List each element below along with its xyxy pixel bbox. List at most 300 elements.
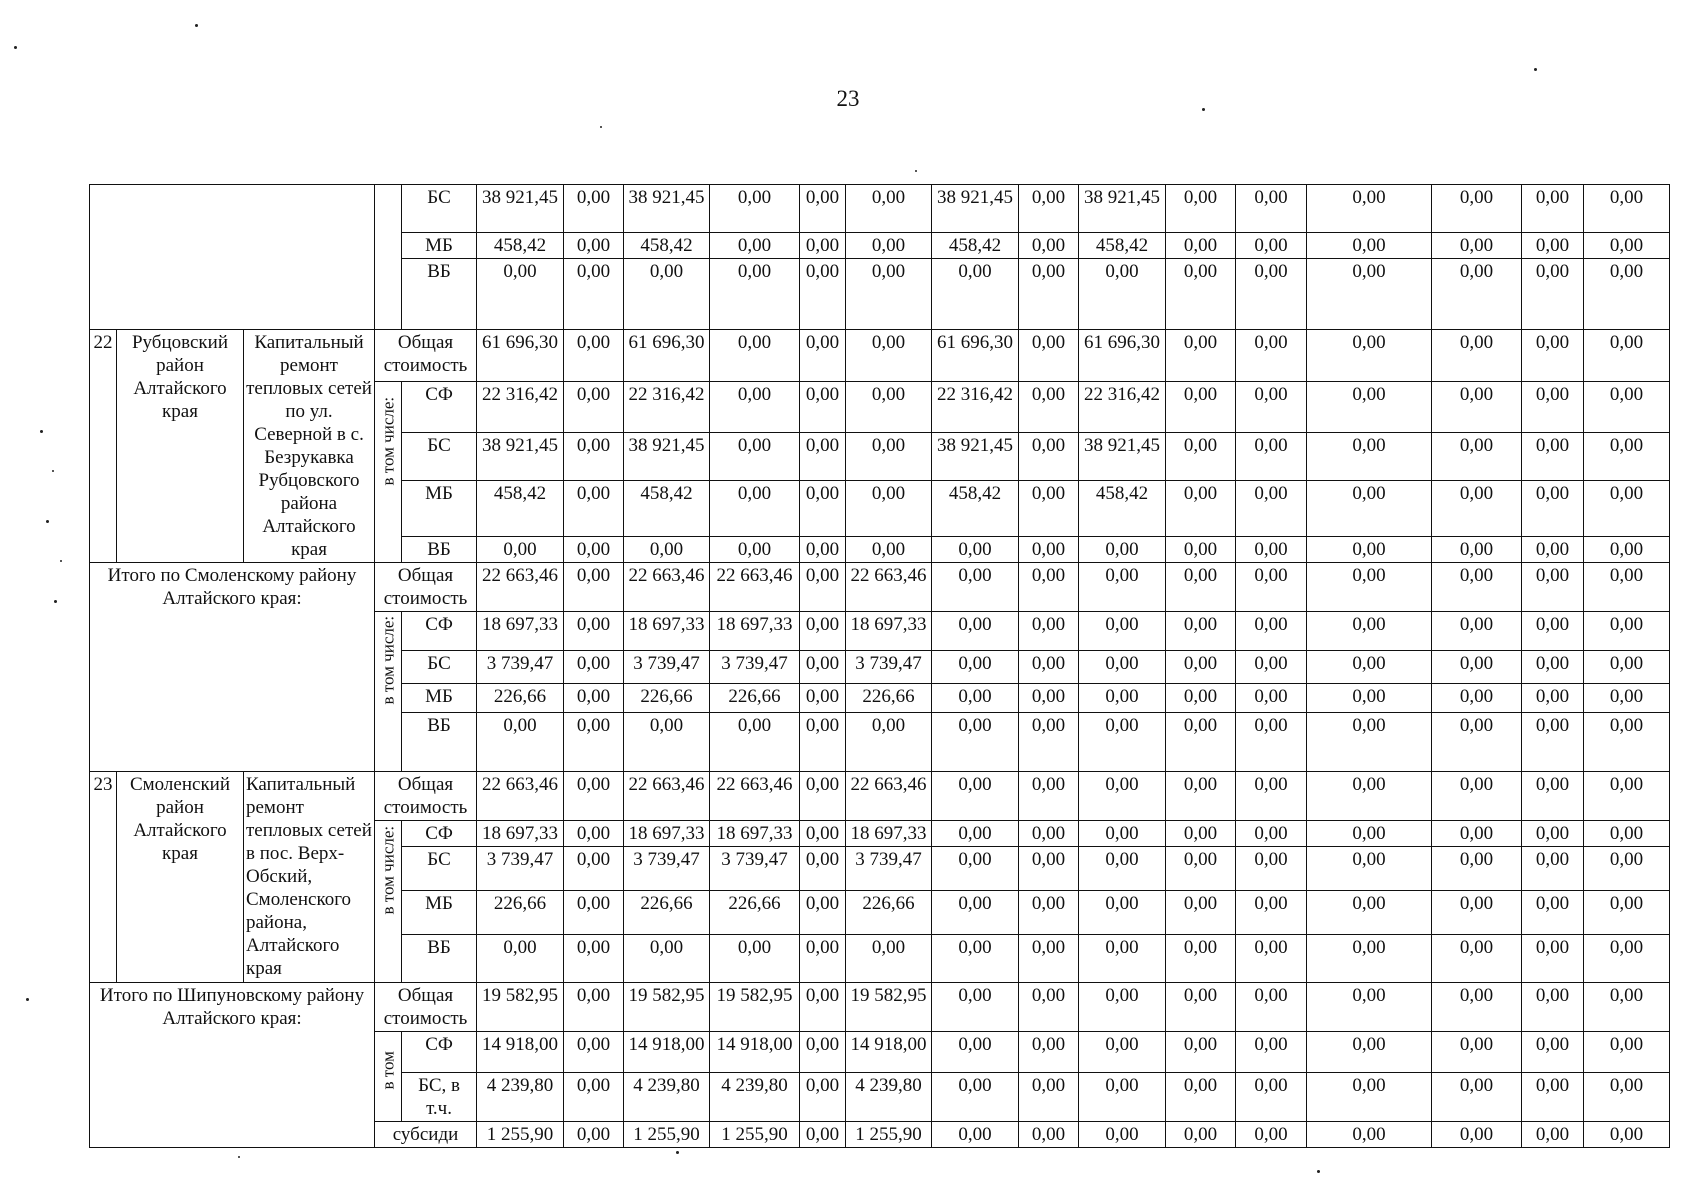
amount-cell: 458,42 [477,233,564,259]
amount-cell: 0,00 [800,433,846,481]
amount-cell: 226,66 [710,891,800,935]
amount-cell: 0,00 [564,983,624,1032]
amount-cell: 0,00 [1432,935,1522,983]
amount-cell: 4 239,80 [624,1073,710,1122]
amount-cell: 0,00 [1166,1122,1236,1148]
amount-cell: 0,00 [710,233,800,259]
amount-cell: 0,00 [1236,612,1307,651]
amount-cell: 0,00 [1236,891,1307,935]
amount-cell: 38 921,45 [477,433,564,481]
amount-cell: 0,00 [564,1032,624,1073]
amount-cell: 0,00 [1584,713,1670,772]
amount-cell: 0,00 [1307,330,1432,382]
amount-cell: 61 696,30 [624,330,710,382]
amount-cell: 458,42 [1079,233,1166,259]
amount-cell: 61 696,30 [1079,330,1166,382]
amount-cell: 0,00 [846,935,932,983]
amount-cell: 3 739,47 [710,847,800,891]
amount-cell: 0,00 [1236,233,1307,259]
source-label: БС [402,847,477,891]
amount-cell: 0,00 [1079,684,1166,713]
budget-table [89,184,1670,1148]
amount-cell: 0,00 [1166,684,1236,713]
amount-cell: 0,00 [1166,713,1236,772]
amount-cell: 0,00 [1236,821,1307,847]
amount-cell: 0,00 [932,1032,1019,1073]
amount-cell: 0,00 [932,935,1019,983]
source-label: БС [402,651,477,684]
amount-cell: 61 696,30 [932,330,1019,382]
amount-cell: 0,00 [1584,185,1670,233]
amount-cell: 0,00 [564,891,624,935]
source-label: ВБ [402,259,477,330]
amount-cell: 0,00 [800,382,846,433]
amount-cell: 0,00 [1019,847,1079,891]
amount-cell: 0,00 [1236,259,1307,330]
amount-cell: 0,00 [846,481,932,537]
table-row [90,983,1670,1032]
amount-cell: 0,00 [846,713,932,772]
amount-cell: 0,00 [1432,847,1522,891]
scan-speck [54,600,57,603]
amount-cell: 0,00 [932,684,1019,713]
amount-cell: 0,00 [800,684,846,713]
amount-cell: 0,00 [1019,935,1079,983]
amount-cell: 0,00 [932,821,1019,847]
table-row [90,330,1670,382]
amount-cell: 0,00 [564,185,624,233]
source-label: СФ [402,612,477,651]
amount-cell: 0,00 [1584,537,1670,563]
scan-speck [238,1156,240,1158]
scan-speck [600,126,602,128]
page-number: 23 [836,86,860,111]
amount-cell: 0,00 [624,537,710,563]
amount-cell: 0,00 [846,330,932,382]
amount-cell: 0,00 [1079,821,1166,847]
amount-cell: 22 316,42 [1079,382,1166,433]
amount-cell: 0,00 [1307,1032,1432,1073]
amount-cell: 0,00 [800,847,846,891]
amount-cell: 0,00 [1522,935,1584,983]
scan-speck [52,470,54,472]
amount-cell: 0,00 [800,1122,846,1148]
source-label: ВБ [402,537,477,563]
amount-cell: 0,00 [1019,481,1079,537]
amount-cell: 0,00 [1584,821,1670,847]
subgroup-label: в том [375,1032,402,1122]
amount-cell: 0,00 [1432,713,1522,772]
amount-cell: 3 739,47 [624,847,710,891]
scan-speck [14,46,17,49]
amount-cell: 19 582,95 [710,983,800,1032]
amount-cell: 0,00 [1432,772,1522,821]
amount-cell: 0,00 [564,233,624,259]
amount-cell: 0,00 [1019,1073,1079,1122]
amount-cell: 38 921,45 [932,185,1019,233]
amount-cell: 0,00 [564,651,624,684]
amount-cell: 0,00 [846,185,932,233]
scan-speck [915,170,917,172]
scan-speck [40,430,43,433]
amount-cell: 3 739,47 [710,651,800,684]
amount-cell: 38 921,45 [624,185,710,233]
amount-cell: 0,00 [1019,651,1079,684]
amount-cell: 18 697,33 [624,821,710,847]
amount-cell: 0,00 [1236,330,1307,382]
amount-cell: 0,00 [1236,563,1307,612]
amount-cell: 0,00 [1236,1122,1307,1148]
amount-cell: 14 918,00 [477,1032,564,1073]
amount-cell: 0,00 [800,330,846,382]
amount-cell: 0,00 [1236,772,1307,821]
amount-cell: 0,00 [564,713,624,772]
amount-cell: 0,00 [800,983,846,1032]
amount-cell: 18 697,33 [846,612,932,651]
amount-cell: 0,00 [1522,713,1584,772]
source-label: МБ [402,481,477,537]
amount-cell: 0,00 [800,185,846,233]
source-label: ВБ [402,935,477,983]
amount-cell: 0,00 [1307,935,1432,983]
amount-cell: 0,00 [1236,713,1307,772]
project-number: 22 [90,330,117,563]
amount-cell: 22 316,42 [624,382,710,433]
amount-cell: 0,00 [710,433,800,481]
amount-cell: 0,00 [800,935,846,983]
amount-cell: 0,00 [1432,891,1522,935]
amount-cell: 14 918,00 [846,1032,932,1073]
amount-cell: 0,00 [1584,563,1670,612]
amount-cell: 4 239,80 [710,1073,800,1122]
amount-cell: 0,00 [1079,713,1166,772]
amount-cell: 0,00 [800,481,846,537]
amount-cell: 0,00 [564,537,624,563]
amount-cell: 0,00 [624,259,710,330]
amount-cell: 18 697,33 [477,612,564,651]
amount-cell: 0,00 [846,433,932,481]
amount-cell: 0,00 [1307,537,1432,563]
amount-cell: 0,00 [1307,259,1432,330]
amount-cell: 0,00 [846,382,932,433]
amount-cell: 0,00 [800,821,846,847]
amount-cell: 0,00 [1019,433,1079,481]
amount-cell: 3 739,47 [477,847,564,891]
amount-cell: 4 239,80 [846,1073,932,1122]
amount-cell: 0,00 [564,382,624,433]
source-label: ВБ [402,713,477,772]
amount-cell: 0,00 [1307,612,1432,651]
amount-cell: 0,00 [1236,537,1307,563]
amount-cell: 0,00 [1236,185,1307,233]
project-number: 23 [90,772,117,983]
amount-cell: 0,00 [800,563,846,612]
amount-cell: 0,00 [1307,983,1432,1032]
amount-cell: 3 739,47 [624,651,710,684]
amount-cell: 0,00 [1307,233,1432,259]
amount-cell: 0,00 [1307,433,1432,481]
amount-cell: 3 739,47 [846,651,932,684]
amount-cell: 0,00 [1584,1073,1670,1122]
amount-cell: 0,00 [800,233,846,259]
amount-cell: 0,00 [1522,1073,1584,1122]
amount-cell: 0,00 [800,259,846,330]
scan-speck [26,998,29,1001]
amount-cell: 0,00 [477,713,564,772]
project-district: Смоленский район Алтайского края [117,772,244,983]
amount-cell: 0,00 [1019,563,1079,612]
amount-cell: 14 918,00 [710,1032,800,1073]
subgroup-label: в том числе: [375,382,402,563]
amount-cell: 22 663,46 [477,772,564,821]
amount-cell: 0,00 [1166,821,1236,847]
amount-cell: 0,00 [800,891,846,935]
amount-cell: 0,00 [1432,983,1522,1032]
amount-cell: 0,00 [1584,891,1670,935]
amount-cell: 0,00 [1307,684,1432,713]
amount-cell: 458,42 [932,233,1019,259]
amount-cell: 0,00 [1166,259,1236,330]
amount-cell: 0,00 [1522,1032,1584,1073]
scan-speck [60,560,62,562]
amount-cell: 0,00 [1432,185,1522,233]
amount-cell: 0,00 [710,330,800,382]
amount-cell: 0,00 [1584,433,1670,481]
amount-cell: 0,00 [1079,847,1166,891]
amount-cell: 18 697,33 [710,821,800,847]
source-label: МБ [402,891,477,935]
amount-cell: 1 255,90 [846,1122,932,1148]
amount-cell: 0,00 [710,537,800,563]
amount-cell: 0,00 [1584,651,1670,684]
amount-cell: 0,00 [1166,1032,1236,1073]
source-label: субсиди [375,1122,477,1148]
amount-cell: 0,00 [1522,563,1584,612]
amount-cell: 22 663,46 [477,563,564,612]
amount-cell: 0,00 [1432,821,1522,847]
amount-cell: 0,00 [1166,983,1236,1032]
amount-cell: 0,00 [932,847,1019,891]
amount-cell: 0,00 [477,935,564,983]
amount-cell: 0,00 [1307,847,1432,891]
amount-cell: 0,00 [1432,259,1522,330]
scan-speck [1317,1170,1320,1173]
amount-cell: 0,00 [1522,382,1584,433]
amount-cell: 18 697,33 [846,821,932,847]
scan-speck [1202,108,1205,111]
amount-cell: 0,00 [564,935,624,983]
amount-cell: 19 582,95 [624,983,710,1032]
amount-cell: 0,00 [800,612,846,651]
district-total-label: Итого по Смоленскому району Алтайского края: [90,563,375,772]
amount-cell: 0,00 [564,330,624,382]
amount-cell: 0,00 [932,563,1019,612]
amount-cell: 0,00 [1019,772,1079,821]
amount-cell: 0,00 [1019,983,1079,1032]
amount-cell: 0,00 [1166,185,1236,233]
amount-cell: 0,00 [1079,1073,1166,1122]
amount-cell: 0,00 [710,481,800,537]
amount-cell: 0,00 [932,537,1019,563]
amount-cell: 458,42 [624,233,710,259]
amount-cell: 0,00 [1307,713,1432,772]
amount-cell: 1 255,90 [710,1122,800,1148]
amount-cell: 226,66 [477,891,564,935]
table-row [90,563,1670,612]
amount-cell: 0,00 [932,612,1019,651]
amount-cell: 3 739,47 [846,847,932,891]
amount-cell: 0,00 [1432,651,1522,684]
amount-cell: 0,00 [1432,1122,1522,1148]
amount-cell: 0,00 [1166,772,1236,821]
amount-cell: 0,00 [1432,330,1522,382]
amount-cell: 0,00 [800,1073,846,1122]
amount-cell: 0,00 [1432,563,1522,612]
amount-cell: 0,00 [932,772,1019,821]
amount-cell: 14 918,00 [624,1032,710,1073]
amount-cell: 0,00 [846,259,932,330]
amount-cell: 0,00 [1236,481,1307,537]
amount-cell: 0,00 [1019,382,1079,433]
amount-cell: 0,00 [932,1122,1019,1148]
amount-cell: 0,00 [1522,537,1584,563]
source-label: Общая стоимость [375,330,477,382]
amount-cell: 0,00 [1166,481,1236,537]
amount-cell: 22 663,46 [624,772,710,821]
project-object: Капитальный ремонт тепловых сетей по ул. Северной в с. Безрукавка Рубцовского района Алтайского края [244,330,375,563]
amount-cell: 3 739,47 [477,651,564,684]
amount-cell: 0,00 [1019,684,1079,713]
amount-cell: 0,00 [932,1073,1019,1122]
amount-cell: 38 921,45 [624,433,710,481]
amount-cell: 0,00 [846,537,932,563]
amount-cell: 38 921,45 [932,433,1019,481]
scan-speck [1534,68,1537,71]
amount-cell: 0,00 [1432,382,1522,433]
amount-cell: 0,00 [1432,1073,1522,1122]
carry-subgroup-cell [375,185,402,330]
amount-cell: 0,00 [1166,847,1236,891]
amount-cell: 0,00 [1079,612,1166,651]
amount-cell: 22 663,46 [624,563,710,612]
amount-cell: 0,00 [1584,1032,1670,1073]
amount-cell: 458,42 [477,481,564,537]
amount-cell: 0,00 [1522,847,1584,891]
source-label: МБ [402,233,477,259]
scan-speck [676,1151,679,1154]
amount-cell: 0,00 [1522,481,1584,537]
amount-cell: 0,00 [1236,1073,1307,1122]
amount-cell: 0,00 [1166,233,1236,259]
amount-cell: 0,00 [800,651,846,684]
project-district: Рубцовский район Алтайского края [117,330,244,563]
source-label: СФ [402,1032,477,1073]
amount-cell: 0,00 [564,259,624,330]
source-label: Общая стоимость [375,563,477,612]
amount-cell: 0,00 [932,651,1019,684]
source-label: БС, в т.ч. [402,1073,477,1122]
amount-cell: 0,00 [564,433,624,481]
amount-cell: 0,00 [624,713,710,772]
source-label: Общая стоимость [375,772,477,821]
amount-cell: 0,00 [564,563,624,612]
amount-cell: 0,00 [1584,684,1670,713]
amount-cell: 22 663,46 [710,563,800,612]
amount-cell: 0,00 [1079,563,1166,612]
amount-cell: 0,00 [1584,983,1670,1032]
amount-cell: 0,00 [1307,563,1432,612]
table-row [90,772,1670,821]
amount-cell: 226,66 [710,684,800,713]
amount-cell: 0,00 [1079,1122,1166,1148]
amount-cell: 0,00 [710,382,800,433]
amount-cell: 0,00 [1584,259,1670,330]
amount-cell: 0,00 [1019,713,1079,772]
amount-cell: 0,00 [1522,891,1584,935]
project-object: Капитальный ремонт тепловых сетей в пос. Верх-Обский, Смоленского района, Алтайского края [244,772,375,983]
subgroup-label: в том числе: [375,612,402,772]
amount-cell: 0,00 [1079,891,1166,935]
amount-cell: 0,00 [1432,612,1522,651]
amount-cell: 1 255,90 [477,1122,564,1148]
amount-cell: 0,00 [710,185,800,233]
amount-cell: 0,00 [1432,481,1522,537]
amount-cell: 0,00 [1522,433,1584,481]
amount-cell: 0,00 [932,713,1019,772]
amount-cell: 18 697,33 [710,612,800,651]
amount-cell: 0,00 [1166,330,1236,382]
amount-cell: 0,00 [932,983,1019,1032]
amount-cell: 19 582,95 [477,983,564,1032]
amount-cell: 0,00 [1236,983,1307,1032]
amount-cell: 0,00 [1166,891,1236,935]
amount-cell: 0,00 [846,233,932,259]
amount-cell: 0,00 [710,259,800,330]
amount-cell: 0,00 [1584,847,1670,891]
district-total-label: Итого по Шипуновскому району Алтайского края: [90,983,375,1148]
amount-cell: 0,00 [1432,1032,1522,1073]
amount-cell: 226,66 [477,684,564,713]
amount-cell: 0,00 [1166,612,1236,651]
amount-cell: 0,00 [1584,1122,1670,1148]
amount-cell: 0,00 [1432,433,1522,481]
amount-cell: 0,00 [1584,382,1670,433]
amount-cell: 0,00 [932,259,1019,330]
amount-cell: 0,00 [1236,1032,1307,1073]
amount-cell: 0,00 [1019,259,1079,330]
amount-cell: 0,00 [710,935,800,983]
amount-cell: 0,00 [564,1073,624,1122]
amount-cell: 226,66 [624,891,710,935]
amount-cell: 18 697,33 [624,612,710,651]
amount-cell: 0,00 [1079,935,1166,983]
amount-cell: 0,00 [1307,185,1432,233]
amount-cell: 0,00 [564,684,624,713]
amount-cell: 0,00 [1079,772,1166,821]
amount-cell: 0,00 [1236,651,1307,684]
amount-cell: 0,00 [564,821,624,847]
amount-cell: 0,00 [1166,537,1236,563]
amount-cell: 19 582,95 [846,983,932,1032]
amount-cell: 0,00 [1584,233,1670,259]
amount-cell: 0,00 [1079,651,1166,684]
amount-cell: 18 697,33 [477,821,564,847]
amount-cell: 0,00 [1432,684,1522,713]
amount-cell: 1 255,90 [624,1122,710,1148]
amount-cell: 0,00 [1522,772,1584,821]
amount-cell: 22 316,42 [932,382,1019,433]
amount-cell: 61 696,30 [477,330,564,382]
